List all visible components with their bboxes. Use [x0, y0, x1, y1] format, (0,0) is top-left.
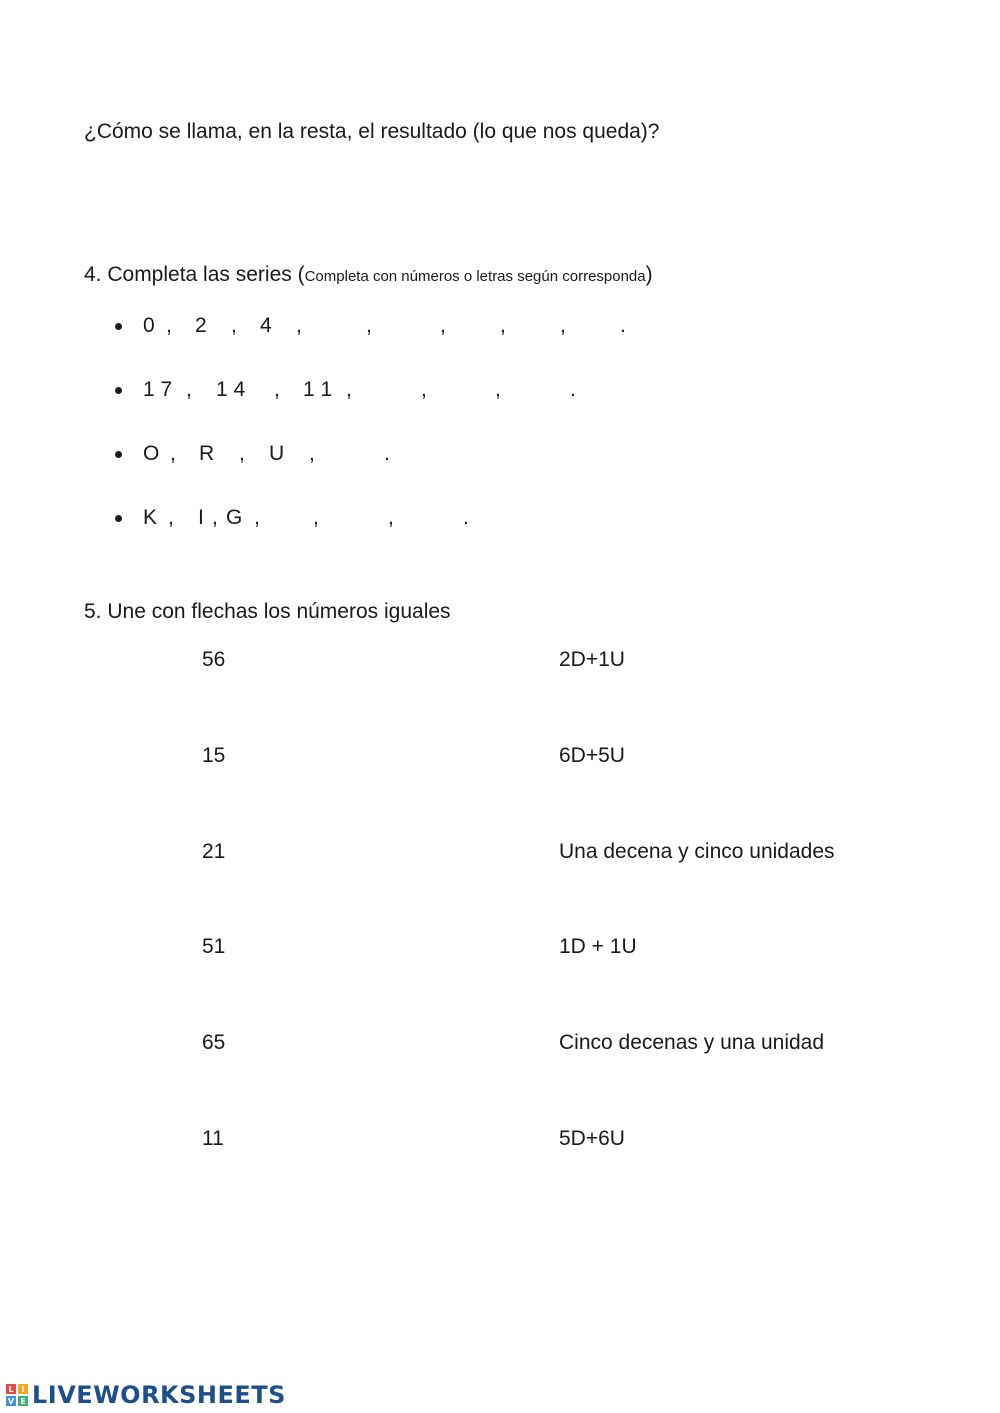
section4-heading-text: 4. Completa las series (: [84, 263, 305, 286]
series-token: .: [463, 506, 469, 529]
series-token: ,: [254, 506, 260, 529]
series-token: ,: [560, 314, 566, 337]
series-token: ,: [274, 378, 280, 401]
series-token: 2: [195, 314, 207, 337]
series-token: ,: [388, 506, 394, 529]
series-token: ,: [186, 378, 192, 401]
series-token: ,: [440, 314, 446, 337]
match-right-item[interactable]: 2D+1U: [559, 648, 625, 671]
series-token: U: [269, 442, 285, 465]
match-right-item[interactable]: 5D+6U: [559, 1127, 625, 1150]
match-left-item[interactable]: 21: [202, 840, 226, 863]
section4-heading: [84, 263, 653, 287]
series-token: 0: [143, 314, 155, 337]
series-token: ,: [366, 314, 372, 337]
series-token: ,: [212, 506, 218, 529]
bullet-dot: [115, 387, 122, 394]
match-right-item[interactable]: 1D + 1U: [559, 935, 637, 958]
series-token: ,: [170, 442, 176, 465]
series-token: 1 7: [143, 378, 173, 401]
match-right-item[interactable]: Una decena y cinco unidades: [559, 840, 835, 863]
series-token: ,: [231, 314, 237, 337]
series-token: ,: [309, 442, 315, 465]
match-right-item[interactable]: Cinco decenas y una unidad: [559, 1031, 825, 1054]
series-token: K: [143, 506, 158, 529]
series-token: 4: [260, 314, 272, 337]
series-token: ,: [239, 442, 245, 465]
match-left-item[interactable]: 56: [202, 648, 226, 671]
bullet-dot: [115, 451, 122, 458]
bullet-dot: [115, 515, 122, 522]
series-token: .: [570, 378, 576, 401]
match-left-item[interactable]: 15: [202, 744, 226, 767]
match-left-item[interactable]: 11: [202, 1127, 224, 1150]
series-token: ,: [500, 314, 506, 337]
series-token: I: [198, 506, 204, 529]
logo-block: V: [7, 1396, 15, 1406]
series-token: ,: [313, 506, 319, 529]
series-token: ,: [166, 314, 172, 337]
match-left-item[interactable]: 51: [202, 935, 226, 958]
series-token: ,: [296, 314, 302, 337]
section4-instruction: Completa con números o letras según corresponda: [304, 268, 646, 285]
series-token: 1 1: [303, 378, 333, 401]
logo-blocks-icon: [6, 1384, 28, 1406]
series-token: R: [199, 442, 215, 465]
logo-block: I: [18, 1384, 28, 1394]
logo-block: E: [18, 1396, 28, 1406]
section5-heading: 5. Une con flechas los números iguales: [84, 600, 451, 623]
series-token: .: [384, 442, 390, 465]
series-token: 1 4: [216, 378, 246, 401]
series-token: ,: [346, 378, 352, 401]
series-token: O: [143, 442, 160, 465]
section4-heading-close: ): [645, 263, 653, 286]
series-token: .: [620, 314, 626, 337]
logo-text: LIVEWORKSHEETS: [32, 1381, 286, 1409]
match-right-item[interactable]: 6D+5U: [559, 744, 625, 767]
bullet-dot: [115, 323, 122, 330]
match-left-item[interactable]: 65: [202, 1031, 226, 1054]
liveworksheets-logo[interactable]: [6, 1380, 286, 1410]
series-token: ,: [421, 378, 427, 401]
series-token: ,: [495, 378, 501, 401]
logo-block: L: [6, 1384, 16, 1394]
series-token: G: [226, 506, 243, 529]
series-token: ,: [168, 506, 174, 529]
question-text: ¿Cómo se llama, en la resta, el resultado (lo que nos queda)?: [84, 120, 660, 143]
